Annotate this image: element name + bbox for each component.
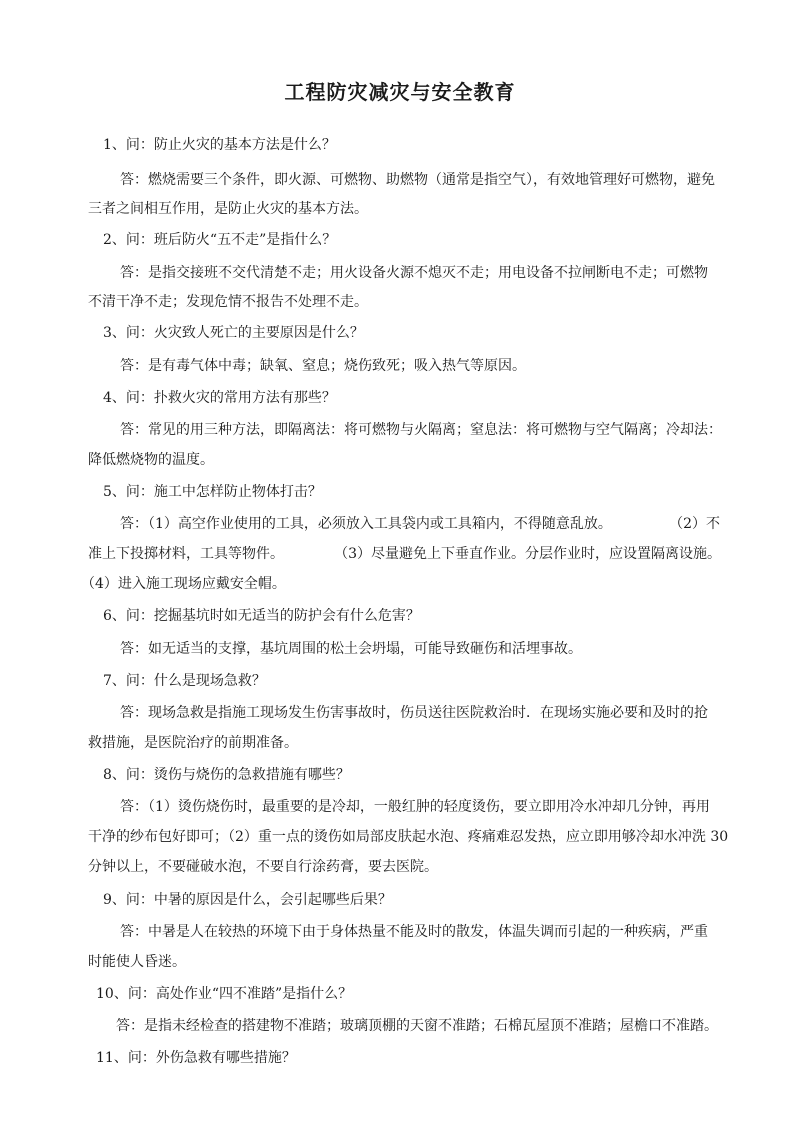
answer-1-line-2: 三者之间相互作用，是防止火灾的基本方法。 — [88, 201, 368, 217]
answer-4-line-2: 降低燃烧物的温度。 — [88, 452, 214, 468]
answer-8-line-2: 干净的纱布包好即可；（2）重一点的烫伤如局部皮肤起水泡、疼痛难忍发热，应立即用够冷却水冲洗 30 — [88, 829, 729, 845]
question-5: 5、问：施工中怎样防止物体打击？ — [103, 484, 322, 500]
question-7: 7、问：什么是现场急救？ — [103, 673, 266, 689]
answer-5-line-2 — [88, 544, 721, 564]
question-10: 10、问：高处作业“四不准踏”是指什么？ — [96, 986, 353, 1002]
answer-5-item-3: （3）尽量避免上下垂直作业。分层作业时，应设置隔离设施。 — [334, 546, 721, 562]
answer-3-line-1: 答：是有毒气体中毒；缺氧、窒息；烧伤致死；吸入热气等原因。 — [120, 358, 526, 374]
answer-10-line-1: 答：是指未经检查的搭建物不准踏；玻璃顶棚的天窗不准踏；石棉瓦屋顶不准踏；屋檐口不准踏。 — [116, 1018, 718, 1034]
question-4: 4、问：扑救火灾的常用方法有那些？ — [103, 390, 336, 406]
question-6: 6、问：挖掘基坑时如无适当的防护会有什么危害？ — [103, 608, 420, 624]
answer-6-line-1: 答：如无适当的支撑，基坑周围的松土会坍塌，可能导致砸伤和活埋事故。 — [120, 641, 582, 657]
question-9: 9、问：中暑的原因是什么，会引起哪些后果？ — [103, 892, 392, 908]
answer-1-line-1: 答：燃烧需要三个条件，即火源、可燃物、助燃物（通常是指空气），有效地管理好可燃物，避免 — [120, 172, 715, 188]
answer-2-line-1: 答：是指交接班不交代清楚不走；用火设备火源不熄灭不走；用电设备不拉闸断电不走；可燃物 — [120, 265, 708, 281]
answer-5-item-1: 答：（1）高空作业使用的工具，必须放入工具袋内或工具箱内，不得随意乱放。 — [120, 516, 612, 532]
answer-4-line-1: 答：常见的用三种方法，即隔离法：将可燃物与火隔离；窒息法：将可燃物与空气隔离；冷却法： — [120, 422, 722, 438]
answer-8-line-1: 答：（1）烫伤烧伤时，最重要的是冷却，一般红肿的轻度烫伤，要立即用冷水冲却几分钟，再用 — [120, 799, 710, 815]
answer-2-line-2: 不清干净不走；发现危情不报告不处理不走。 — [88, 294, 368, 310]
answer-9-line-1: 答：中暑是人在较热的环境下由于身体热量不能及时的散发，体温失调而引起的一种疾病，严重 — [120, 924, 708, 940]
question-1: 1、问：防止火灾的基本方法是什么？ — [103, 137, 336, 153]
question-8: 8、问：烫伤与烧伤的急救措施有哪些？ — [103, 767, 350, 783]
question-2: 2、问：班后防火“五不走”是指什么？ — [103, 232, 337, 248]
answer-7-line-2: 救措施，是医院治疗的前期准备。 — [88, 735, 298, 751]
answer-9-line-2: 时能使人昏迷。 — [88, 954, 186, 970]
question-3: 3、问：火灾致人死亡的主要原因是什么？ — [103, 325, 364, 341]
answer-5-item-2-end: 准上下投掷材料，工具等物件。 — [88, 546, 284, 562]
document-title: 工程防灾减灾与安全教育 — [284, 80, 516, 104]
answer-5-item-2-start: （2）不 — [669, 516, 720, 532]
answer-7-line-1: 答：现场急救是指施工现场发生伤害事故时，伤员送往医院救治时．在现场实施必要和及时的抢 — [120, 705, 708, 721]
answer-8-line-3: 分钟以上，不要碰破水泡，不要自行涂药膏，要去医院。 — [88, 859, 438, 875]
question-11: 11、问：外伤急救有哪些措施？ — [96, 1050, 296, 1066]
answer-5-line-1 — [120, 514, 720, 534]
answer-5-line-3: （4）进入施工现场应戴安全帽。 — [81, 576, 286, 592]
